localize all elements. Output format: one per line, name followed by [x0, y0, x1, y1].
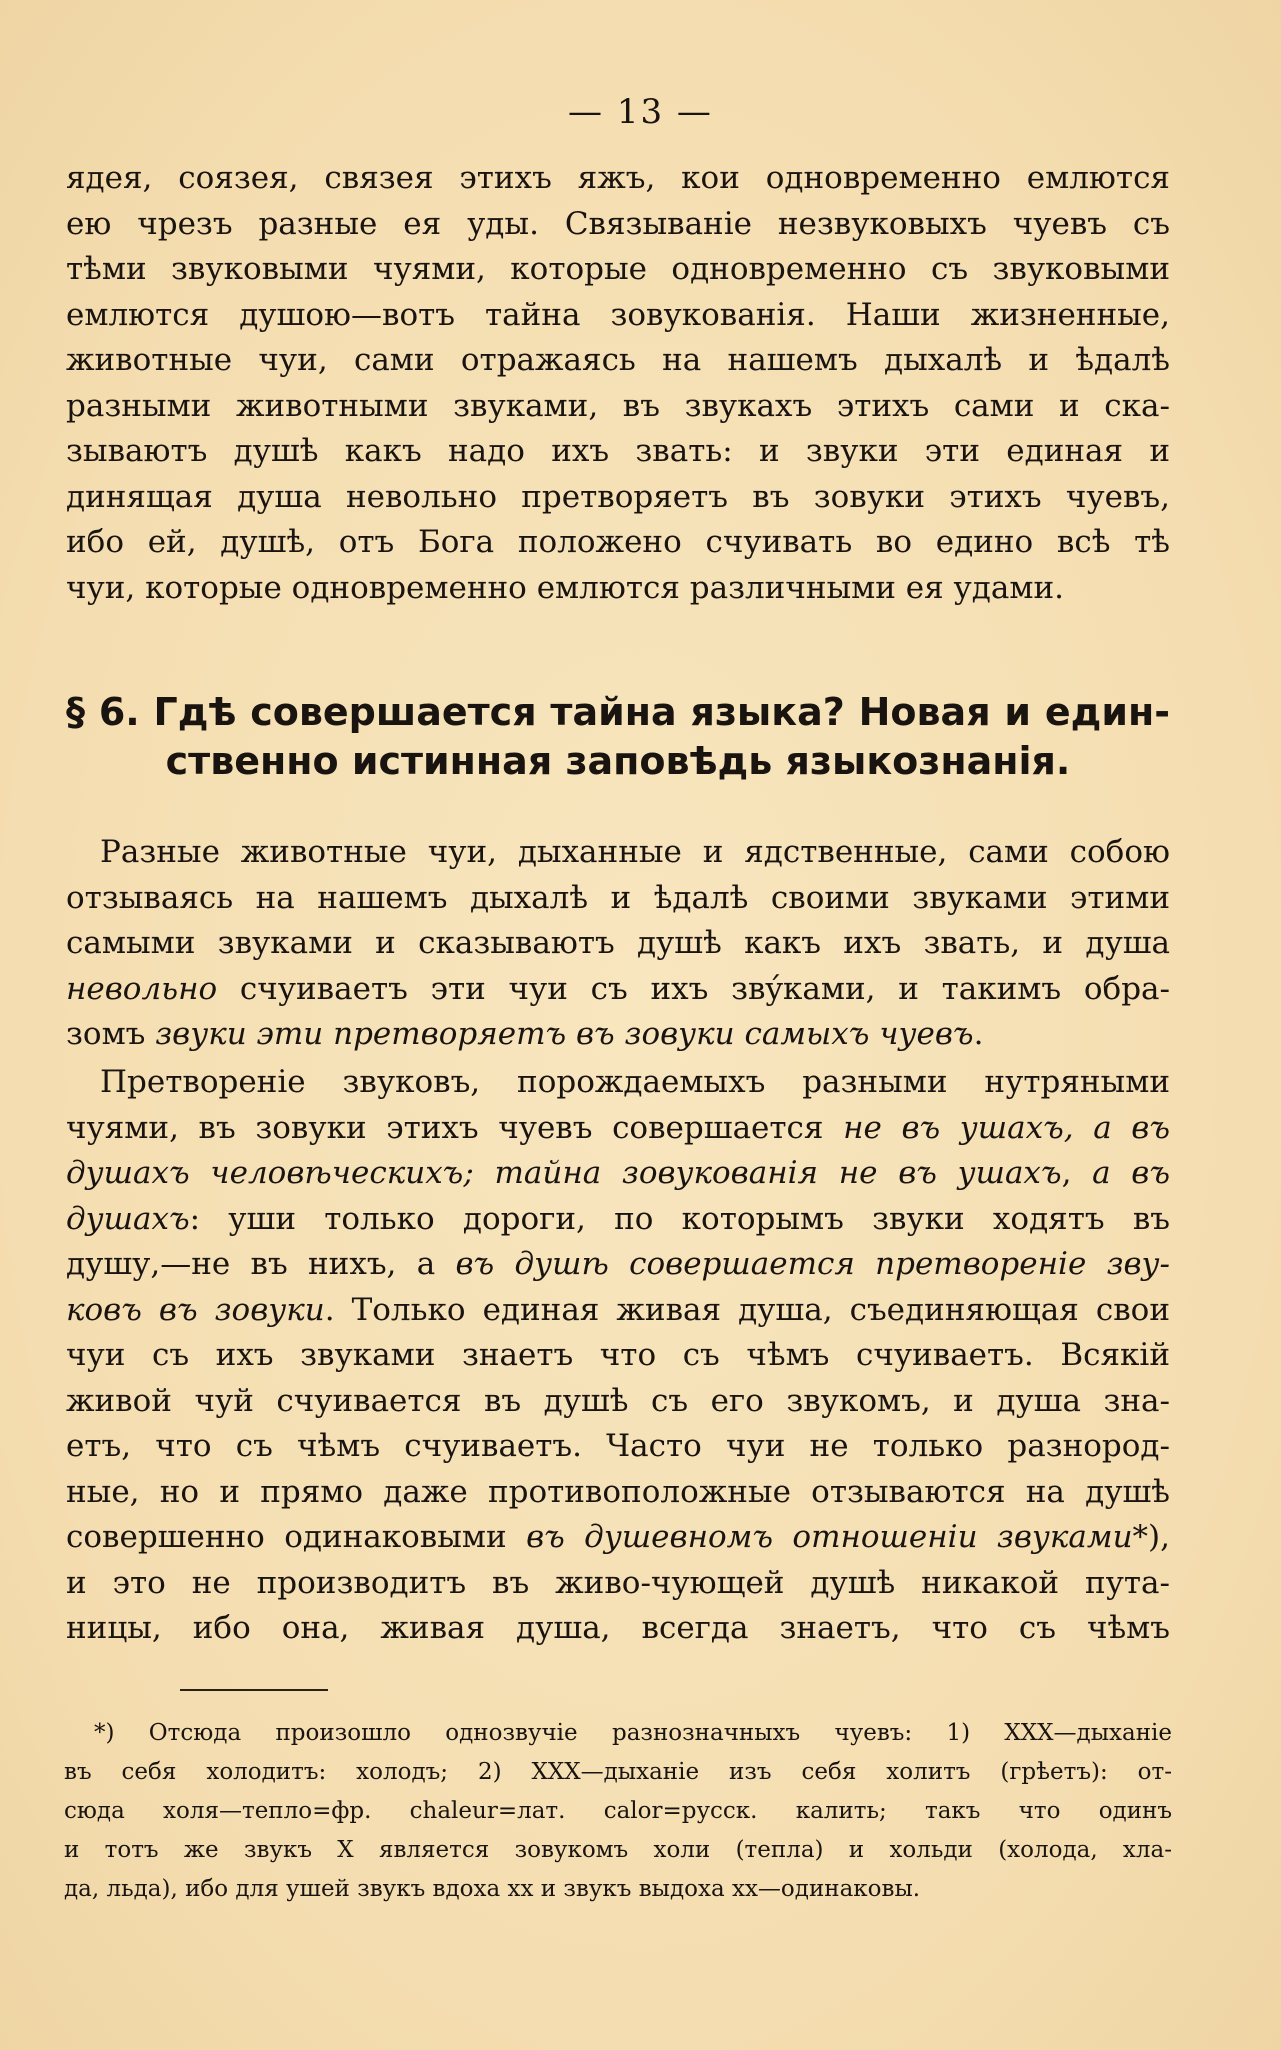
text-line: ибо ей, душѣ, отъ Бога положено счуивать во едино всѣ тѣ [66, 524, 1170, 560]
italic-text: невольно [66, 970, 218, 1007]
text-line: тѣми звуковыми чуями, которые одновременно съ звуковыми [66, 251, 1170, 287]
footnote-divider [180, 1689, 328, 1691]
text-line: динящая душа невольно претворяетъ въ зовуки этихъ чуевъ, [66, 478, 1170, 515]
text-line: самыми звуками и сказываютъ душѣ какъ ихъ звать, и душа [66, 925, 1170, 961]
text-line: ковъ въ зовуки. Только единая живая душа, съединяющая свои [66, 1291, 1170, 1328]
text-line: зомъ звуки эти претворяетъ въ зовуки самыхъ чуевъ. [66, 1016, 984, 1052]
text-line: ею чрезъ разные ея уды. Связываніе незвуковыхъ чуевъ съ [66, 205, 1170, 242]
page-number: — 13 — [568, 92, 713, 132]
text-line: ницы, ибо она, живая душа, всегда знаетъ, что съ чѣмъ [66, 1610, 1170, 1646]
footnote-line: *) Отсюда произошло однозвучіе разнозначныхъ чуевъ: 1) ХХХ—дыханіе [94, 1720, 1172, 1746]
text-line: емлются душою—вотъ тайна зовукованія. Наши жизненные, [66, 296, 1170, 333]
text-line: чуи съ ихъ звуками знаетъ что съ чѣмъ счуиваетъ. Всякій [66, 1337, 1170, 1373]
text-line: невольно счуиваетъ эти чуи съ ихъ звýками, и такимъ обра- [66, 970, 1170, 1007]
text-line: Претвореніе звуковъ, порождаемыхъ разными нутряными [100, 1064, 1170, 1100]
text-line: чуи, которые одновременно емлются различными ея удами. [66, 569, 1064, 606]
text-line: живой чуй счуивается въ душѣ съ его звукомъ, и душа зна- [66, 1382, 1170, 1419]
text-line: етъ, что съ чѣмъ счуиваетъ. Часто чуи не только разнород- [66, 1428, 1170, 1464]
italic-text: въ душѣ совершается претвореніе зву- [455, 1246, 1170, 1282]
italic-text: въ душевномъ отношеніи звуками [526, 1519, 1133, 1555]
text-line: животные чуи, сами отражаясь на нашемъ дыхалѣ и ѣдалѣ [66, 342, 1170, 378]
text-line: душахъ: уши только дороги, по которымъ звуки ходятъ въ [66, 1200, 1170, 1237]
top-paragraph [66, 156, 1170, 611]
text-line: разными животными звуками, въ звукахъ этихъ сами и ска- [66, 387, 1170, 424]
heading-line: ственно истинная заповѣдь языкознанія. [165, 739, 1071, 783]
italic-text: ковъ въ зовуки [66, 1291, 325, 1328]
text-line: душу,—не въ нихъ, а въ душѣ совершается претвореніе зву- [66, 1246, 1170, 1282]
italic-text: душахъ человѣческихъ; тайна зовукованія не въ ушахъ [66, 1155, 1062, 1191]
text-line: ные, но и прямо даже противоположные отзываются на душѣ [66, 1473, 1170, 1510]
text-line: отзываясь на нашемъ дыхалѣ и ѣдалѣ своими звуками этими [66, 879, 1170, 916]
text-line: Разные животные чуи, дыханные и ядственные, сами собою [100, 834, 1170, 870]
italic-text: а въ [1092, 1155, 1170, 1191]
footnote-line: сюда холя—тепло=фр. chaleur=лат. calor=русск. калить; такъ что одинъ [64, 1798, 1172, 1824]
text-line: душахъ человѣческихъ; тайна зовукованія не въ ушахъ, а въ [66, 1155, 1170, 1191]
footnote-line: и тотъ же звукъ Х является зовукомъ холи (тепла) и хольди (холода, хла- [64, 1837, 1172, 1863]
italic-text: душахъ [66, 1200, 190, 1237]
footnote-line: да, льда), ибо для ушей звукъ вдоха хх и звукъ выдоха хх—одинаковы. [64, 1876, 921, 1902]
heading-line: § 6. Гдѣ совершается тайна языка? Новая и един- [66, 690, 1170, 734]
section-heading [66, 688, 1170, 786]
italic-text: не въ ушахъ, а въ [843, 1109, 1170, 1146]
text-line: и это не производитъ въ живо-чующей душѣ никакой пута- [66, 1564, 1170, 1601]
footnote-line: въ себя холодитъ: холодъ; 2) ХХХ—дыханіе изъ себя холитъ (грѣетъ): от- [64, 1759, 1172, 1785]
text-line: совершенно одинаковыми въ душевномъ отношеніи звуками*), [66, 1519, 1170, 1555]
italic-text: звуки эти претворяетъ въ зовуки самыхъ чуевъ [155, 1016, 974, 1052]
text-line: зываютъ душѣ какъ надо ихъ звать: и звуки эти единая и [66, 433, 1170, 469]
text-line: чуями, въ зовуки этихъ чуевъ совершается не въ ушахъ, а въ [66, 1109, 1170, 1146]
footnote [64, 1714, 1172, 1909]
text-line: ядея, соязея, связея этихъ яжъ, кои одновременно емлются [66, 160, 1170, 196]
paragraph-1 [66, 830, 1170, 1058]
paragraph-2 [66, 1060, 1170, 1652]
